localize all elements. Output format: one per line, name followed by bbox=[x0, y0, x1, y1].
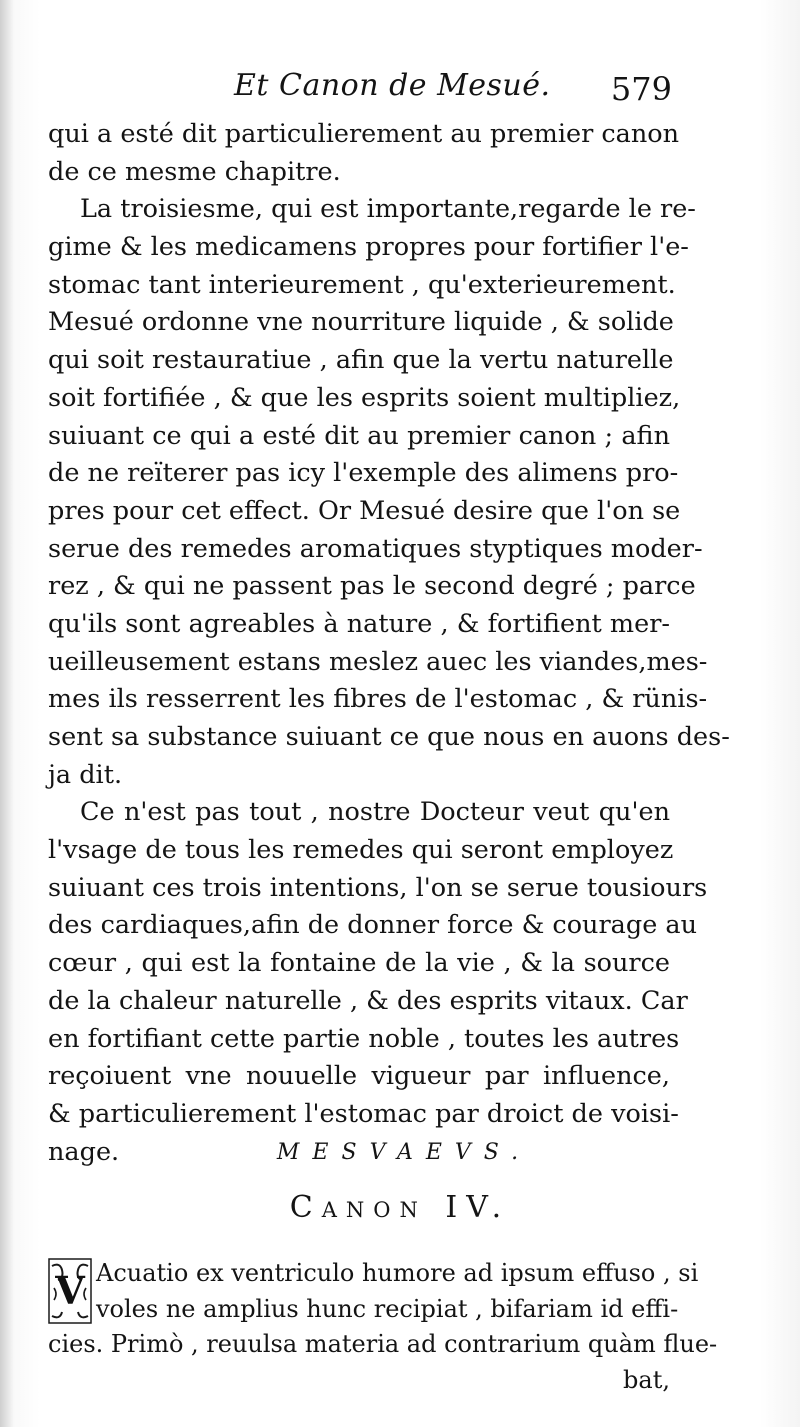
text-line: cies. Primò , reuulsa materia ad contrarium quàm flue- bbox=[48, 1330, 718, 1358]
text-line: rez , & qui ne passent pas le second degré ; parce bbox=[48, 571, 696, 602]
text-line: voles ne amplius hunc recipiat , bifariam id effi- bbox=[96, 1294, 679, 1323]
text-line: Mesué ordonne vne nourriture liquide , & solide bbox=[48, 307, 674, 338]
text-line: mes ils resserrent les fibres de l'estomac , & rünis- bbox=[48, 684, 708, 715]
latin-canon-text bbox=[48, 1256, 718, 1398]
text-line: reçoiuent vne nouuelle vigueur par influence, bbox=[48, 1061, 670, 1092]
text-line: serue des remedes aromatiques styptiques moder- bbox=[48, 533, 703, 564]
text-line: & particulierement l'estomac par droict de voisi- bbox=[48, 1098, 679, 1129]
text-line: suiuant ce qui a esté dit au premier canon ; afin bbox=[48, 420, 670, 451]
page-header bbox=[52, 62, 672, 112]
running-title: Et Canon de Mesué. bbox=[234, 68, 551, 103]
text-line: pres pour cet effect. Or Mesué desire que l'on se bbox=[48, 495, 681, 526]
drop-initial-letter: V bbox=[55, 1268, 85, 1313]
text-line: ueilleusement estans meslez auec les viandes,mes- bbox=[48, 646, 708, 677]
text-line: nage. bbox=[48, 1136, 120, 1167]
text-line: qui soit restauratiue , afin que la vertu naturelle bbox=[48, 345, 674, 376]
page-number: 579 bbox=[610, 70, 672, 108]
text-line: l'vsage de tous les remedes qui seront employez bbox=[48, 835, 674, 866]
commentary-text bbox=[48, 116, 730, 1171]
text-line: Ce n'est pas tout , nostre Docteur veut qu'en bbox=[80, 797, 670, 828]
text-line: stomac tant interieurement , qu'exterieurement. bbox=[48, 269, 676, 300]
text-line: Acuatio ex ventriculo humore ad ipsum effuso , si bbox=[96, 1259, 699, 1287]
text-line: soit fortifiée , & que les esprits soient multipliez, bbox=[48, 382, 681, 413]
text-line: bat, bbox=[623, 1365, 670, 1394]
text-line: gime & les medicamens propres pour fortifier l'e- bbox=[48, 232, 689, 263]
text-line: de ne reïterer pas icy l'exemple des alimens pro- bbox=[48, 458, 679, 489]
section-canon-heading: Canon IV. bbox=[289, 1190, 511, 1225]
text-line: La troisiesme, qui est importante,regarde le re- bbox=[80, 194, 696, 225]
text-line: suiuant ces trois intentions, l'on se serue tousiours bbox=[48, 872, 708, 903]
text-line: ja dit. bbox=[48, 759, 123, 790]
text-line: des cardiaques,afin de donner force & courage au bbox=[48, 910, 698, 941]
text-line: sent sa substance suiuant ce que nous en auons des- bbox=[48, 722, 730, 752]
text-line: cœur , qui est la fontaine de la vie , & la source bbox=[48, 948, 670, 979]
text-line: de la chaleur naturelle , & des esprits vitaux. Car bbox=[48, 985, 688, 1016]
text-line: de ce mesme chapitre. bbox=[48, 156, 341, 187]
section-author-heading: MESVAEVS. bbox=[276, 1140, 532, 1165]
text-line: qu'ils sont agreables à nature , & fortifient mer- bbox=[48, 608, 670, 639]
text-line: qui a esté dit particulierement au premier canon bbox=[48, 119, 680, 149]
text-line: en fortifiant cette partie noble , toutes les autres bbox=[48, 1023, 680, 1054]
ornamental-initial-icon bbox=[48, 1258, 92, 1324]
